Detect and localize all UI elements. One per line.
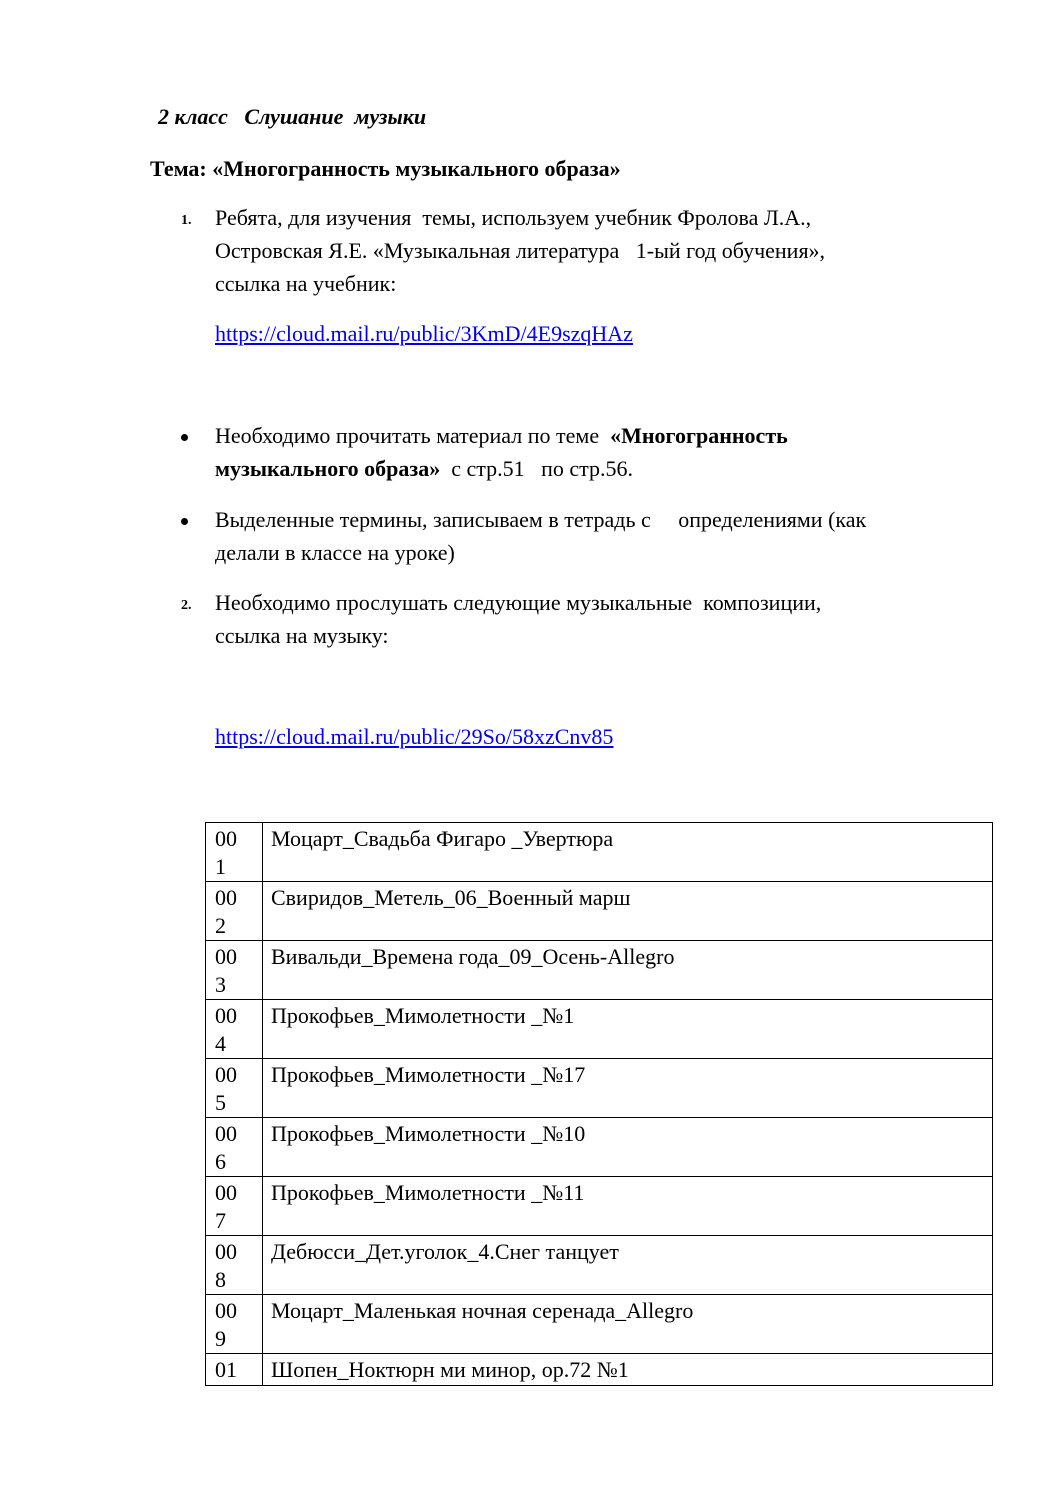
list-marker-2: 2.: [181, 598, 192, 613]
track-title: Дебюсси_Дет.уголок_4.Снег танцует: [263, 1236, 993, 1295]
bullet1-line2-bold: музыкального образа»: [215, 456, 441, 481]
track-number: [206, 1118, 263, 1177]
item1-line3: ссылка на учебник:: [215, 271, 397, 296]
track-number-text: 01: [215, 1357, 237, 1382]
track-number: [206, 1295, 263, 1354]
bullet1-line1-bold: «Многогранность: [610, 423, 788, 448]
track-title: Прокофьев_Мимолетности _№10: [263, 1118, 993, 1177]
track-number: [206, 1059, 263, 1118]
table-row: [206, 1236, 993, 1295]
track-title: Прокофьев_Мимолетности _№17: [263, 1059, 993, 1118]
table-row: [206, 1059, 993, 1118]
track-title: Свиридов_Метель_06_Военный марш: [263, 882, 993, 941]
track-number-text: 001: [215, 826, 237, 879]
bullet2-line1: Выделенные термины, записываем в тетрадь с определениями (как: [215, 507, 867, 532]
track-number: [206, 1354, 263, 1386]
track-title: Моцарт_Маленькая ночная серенада_Allegro: [263, 1295, 993, 1354]
table-row: [206, 1354, 993, 1386]
item2-line1: Необходимо прослушать следующие музыкальные композиции,: [215, 590, 822, 615]
track-number: [206, 1177, 263, 1236]
table-row: [206, 1000, 993, 1059]
bullet1-line1: [215, 419, 788, 452]
track-number-text: 006: [215, 1121, 237, 1174]
music-link[interactable]: https://cloud.mail.ru/public/29So/58xzCnv85: [215, 724, 614, 749]
table-row: [206, 823, 993, 882]
track-number-text: 002: [215, 885, 237, 938]
track-number: [206, 823, 263, 882]
table-row: [206, 941, 993, 1000]
item1-line1: Ребята, для изучения темы, используем учебник Фролова Л.А.,: [215, 205, 812, 230]
track-number-text: 005: [215, 1062, 237, 1115]
track-title: Моцарт_Свадьба Фигаро _Увертюра: [263, 823, 993, 882]
page-header: 2 класс Слушание музыки: [158, 104, 427, 129]
track-number: [206, 1236, 263, 1295]
table-row: [206, 1118, 993, 1177]
tracks-table: [205, 822, 993, 1386]
track-number-text: 004: [215, 1003, 237, 1056]
track-number-text: 007: [215, 1180, 237, 1233]
list-marker-1: 1.: [181, 213, 192, 228]
track-title: Вивальди_Времена года_09_Осень-Allegro: [263, 941, 993, 1000]
table-row: [206, 1177, 993, 1236]
track-title: Прокофьев_Мимолетности _№11: [263, 1177, 993, 1236]
track-number-text: 003: [215, 944, 237, 997]
table-row: [206, 1295, 993, 1354]
bullet1-line1-text: Необходимо прочитать материал по теме: [215, 423, 611, 448]
track-title: Шопен_Ноктюрн ми минор, ор.72 №1: [263, 1354, 993, 1386]
topic-title: Тема: «Многогранность музыкального образа»: [150, 156, 621, 181]
item2-line2: ссылка на музыку:: [215, 623, 389, 648]
bullet1-line2: [215, 452, 633, 485]
track-title: Прокофьев_Мимолетности _№1: [263, 1000, 993, 1059]
track-number-text: 009: [215, 1298, 237, 1351]
bullet-dot: [181, 518, 188, 525]
track-number-text: 008: [215, 1239, 237, 1292]
track-number: [206, 882, 263, 941]
bullet2-line2: делали в классе на уроке): [215, 540, 455, 565]
textbook-link[interactable]: https://cloud.mail.ru/public/3KmD/4E9szqHAz: [215, 321, 633, 346]
track-number: [206, 941, 263, 1000]
table-row: [206, 882, 993, 941]
bullet1-line2-text: с стр.51 по стр.56.: [440, 456, 634, 481]
bullet-dot: [181, 434, 188, 441]
item1-line2: Островская Я.Е. «Музыкальная литература 1-ый год обучения»,: [215, 238, 826, 263]
track-number: [206, 1000, 263, 1059]
